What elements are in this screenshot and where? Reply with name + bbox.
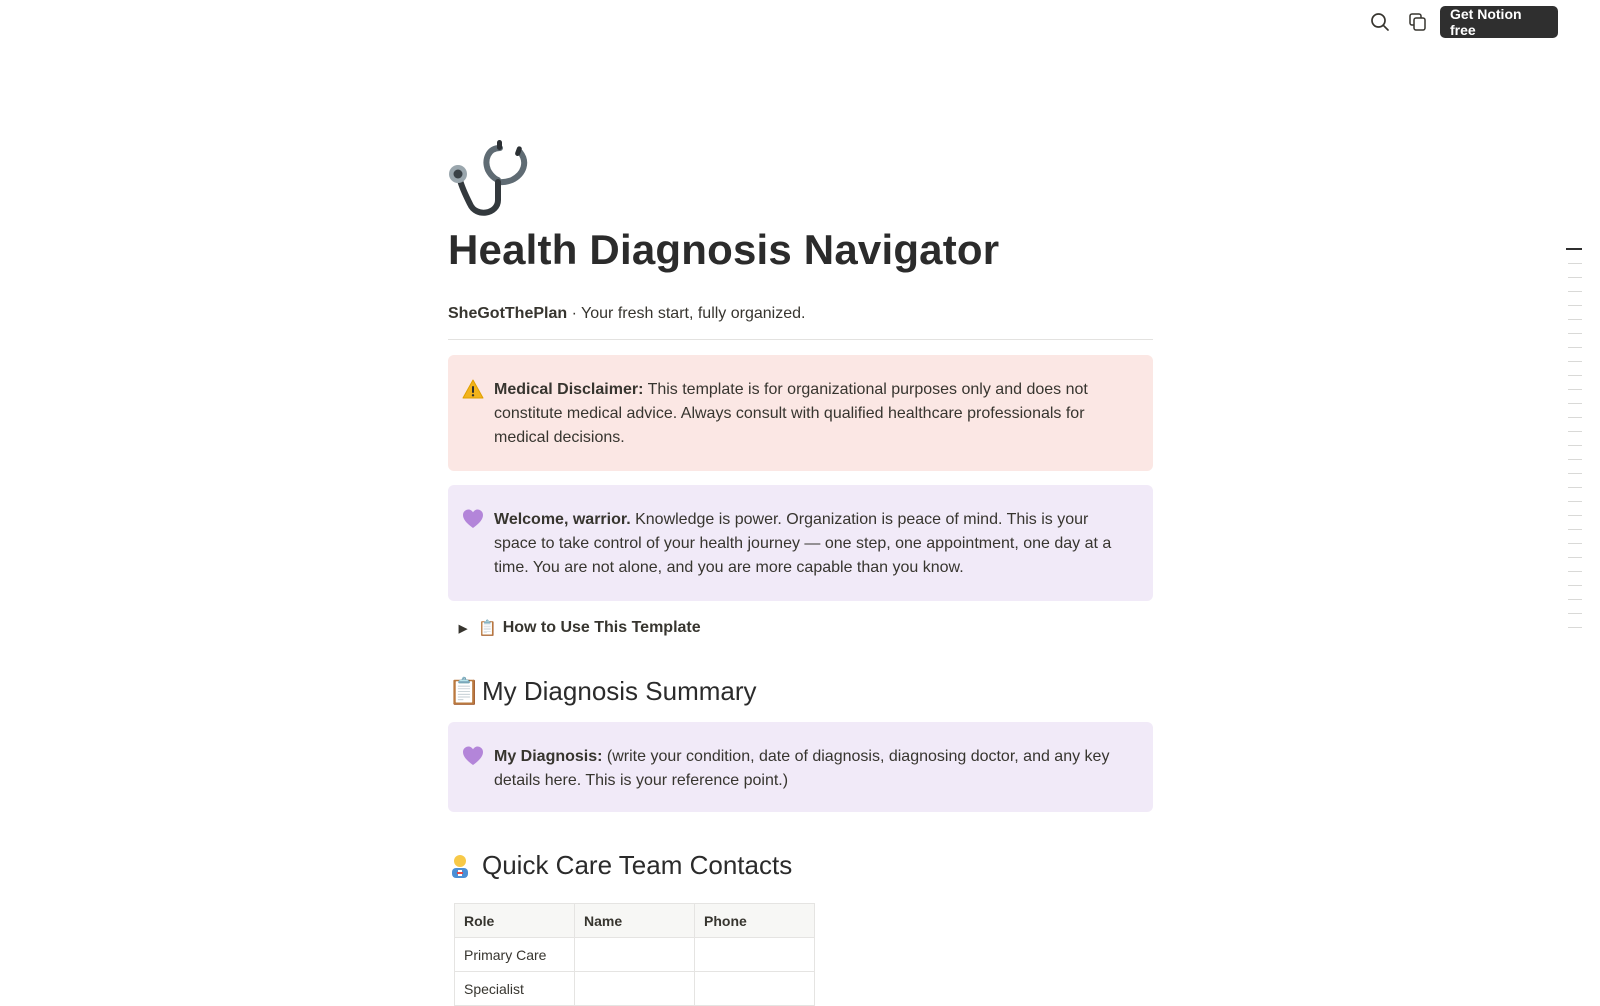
table-row bbox=[455, 938, 815, 972]
table-cell[interactable] bbox=[575, 938, 695, 972]
table-header[interactable]: Name bbox=[575, 904, 695, 938]
page-tagline bbox=[448, 305, 805, 323]
outline-marker[interactable] bbox=[1568, 585, 1582, 586]
stethoscope-icon[interactable] bbox=[448, 138, 530, 220]
tagline-text: · Your fresh start, fully organized. bbox=[567, 305, 806, 322]
outline-marker[interactable] bbox=[1568, 347, 1582, 348]
heading-diagnosis-summary[interactable] bbox=[448, 676, 757, 707]
health-worker-icon bbox=[448, 853, 482, 879]
disclaimer-text: This template is for organizational purposes only and does not constitute medical advice. Always consult with qualified healthcare professionals for medical decisions. bbox=[494, 381, 1088, 446]
top-bar bbox=[0, 0, 1600, 44]
outline-marker[interactable] bbox=[1568, 613, 1582, 614]
table-header[interactable]: Phone bbox=[695, 904, 815, 938]
outline-marker[interactable] bbox=[1568, 263, 1582, 264]
heading-text: My Diagnosis Summary bbox=[482, 676, 757, 706]
outline-marker[interactable] bbox=[1568, 431, 1582, 432]
outline-marker[interactable] bbox=[1568, 319, 1582, 320]
welcome-callout[interactable] bbox=[448, 485, 1153, 601]
outline-marker[interactable] bbox=[1568, 389, 1582, 390]
outline-marker[interactable] bbox=[1568, 305, 1582, 306]
outline-marker[interactable] bbox=[1568, 599, 1582, 600]
outline-marker[interactable] bbox=[1568, 571, 1582, 572]
outline-marker[interactable] bbox=[1568, 529, 1582, 530]
outline-marker[interactable] bbox=[1568, 277, 1582, 278]
outline-marker[interactable] bbox=[1568, 445, 1582, 446]
care-team-table bbox=[454, 903, 815, 1006]
welcome-bold: Welcome, warrior. bbox=[494, 511, 631, 528]
toggle-arrow-icon[interactable]: ▶ bbox=[458, 622, 468, 635]
table-row bbox=[455, 972, 815, 1006]
purple-heart-icon bbox=[462, 745, 484, 767]
clipboard-icon: 📋 bbox=[448, 676, 481, 706]
table-cell[interactable]: Primary Care bbox=[455, 938, 575, 972]
search-icon[interactable] bbox=[1368, 10, 1392, 34]
outline-marker[interactable] bbox=[1568, 375, 1582, 376]
diagnosis-bold: My Diagnosis: bbox=[494, 748, 603, 765]
outline-marker[interactable] bbox=[1568, 459, 1582, 460]
heading-care-team[interactable] bbox=[448, 850, 792, 881]
diagnosis-text: (write your condition, date of diagnosis, diagnosing doctor, and any key details here. This is your reference point.) bbox=[494, 748, 1110, 789]
purple-heart-icon bbox=[462, 508, 484, 530]
clipboard-icon: 📋 bbox=[478, 620, 497, 637]
outline-marker[interactable] bbox=[1568, 557, 1582, 558]
author-name: SheGotThePlan bbox=[448, 305, 568, 322]
outline-marker[interactable] bbox=[1568, 473, 1582, 474]
outline-marker[interactable] bbox=[1568, 515, 1582, 516]
diagnosis-callout[interactable] bbox=[448, 722, 1153, 812]
disclaimer-callout[interactable] bbox=[448, 355, 1153, 471]
outline-marker[interactable] bbox=[1568, 417, 1582, 418]
welcome-text: Knowledge is power. Organization is peace of mind. This is your space to take control of your health journey — one step, one appointment, one day at a time. You are not alone, and you are more capable than you know. bbox=[494, 511, 1112, 576]
duplicate-icon[interactable] bbox=[1406, 10, 1430, 34]
table-header[interactable]: Role bbox=[455, 904, 575, 938]
outline-marker[interactable] bbox=[1568, 543, 1582, 544]
table-cell[interactable] bbox=[695, 972, 815, 1006]
get-notion-free-button[interactable]: Get Notion free bbox=[1440, 6, 1558, 38]
table-cell[interactable] bbox=[695, 938, 815, 972]
heading-text: Quick Care Team Contacts bbox=[482, 850, 793, 880]
table-cell[interactable] bbox=[575, 972, 695, 1006]
disclaimer-bold: Medical Disclaimer: bbox=[494, 381, 644, 398]
divider bbox=[448, 339, 1153, 340]
outline-marker[interactable] bbox=[1566, 248, 1582, 250]
toggle-how-to-use[interactable] bbox=[448, 616, 701, 640]
outline-marker[interactable] bbox=[1568, 403, 1582, 404]
toggle-label: How to Use This Template bbox=[502, 619, 701, 636]
outline-marker[interactable] bbox=[1568, 291, 1582, 292]
outline-marker[interactable] bbox=[1568, 333, 1582, 334]
warning-icon bbox=[462, 378, 484, 400]
table-header-row bbox=[455, 904, 815, 938]
outline-marker[interactable] bbox=[1568, 361, 1582, 362]
outline-marker[interactable] bbox=[1568, 501, 1582, 502]
table-cell[interactable]: Specialist bbox=[455, 972, 575, 1006]
outline-navigator[interactable] bbox=[1566, 248, 1582, 641]
outline-marker[interactable] bbox=[1568, 487, 1582, 488]
page-title[interactable]: Health Diagnosis Navigator bbox=[448, 226, 1000, 273]
outline-marker[interactable] bbox=[1568, 627, 1582, 628]
